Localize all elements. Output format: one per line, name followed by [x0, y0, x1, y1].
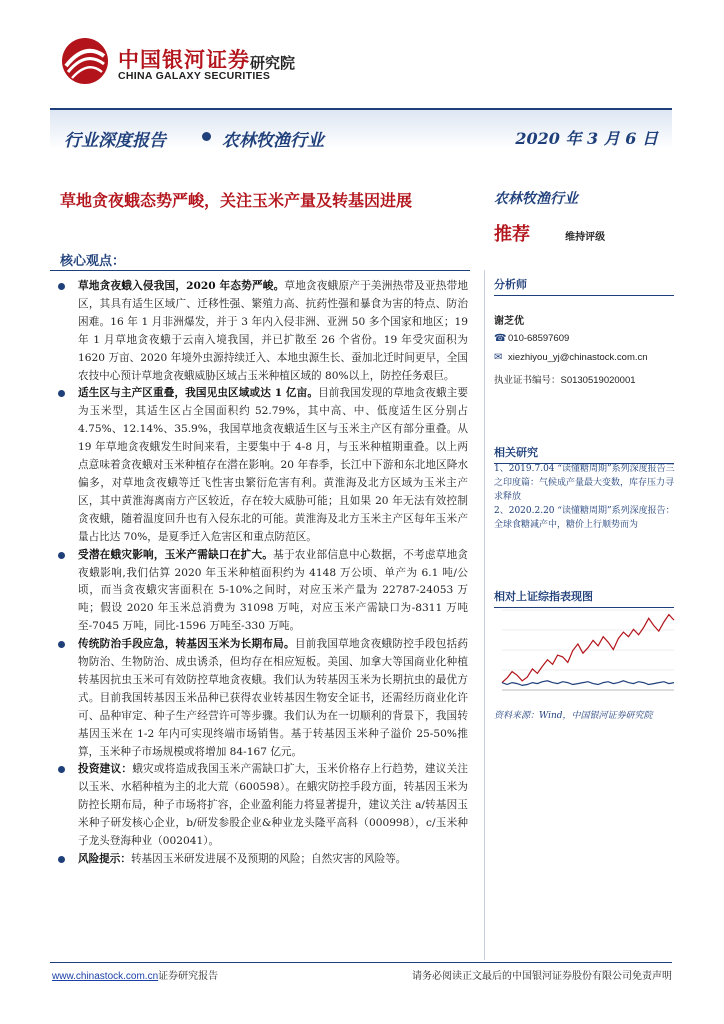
related-heading: 相关研究 — [494, 444, 674, 464]
chart-source: 资料来源：Wind，中国银河证券研究院 — [494, 711, 653, 721]
analyst-email[interactable] — [494, 352, 648, 363]
license-number: 执业证书编号：S0130519020001 — [494, 375, 636, 386]
institute-label: 研究院 — [250, 54, 296, 72]
core-view-item — [56, 851, 468, 869]
core-view-text: 转基因玉米研发进展不及预期的风险；自然灾害的风险等。 — [130, 853, 407, 865]
footer-left — [52, 967, 218, 982]
core-view-item — [56, 385, 468, 546]
core-view-lead: 草地贪夜蛾入侵我国，2020 年态势严峻。 — [78, 280, 285, 292]
chart-heading: 相对上证综指表现图 — [494, 588, 674, 608]
core-view-lead: 传统防治手段应急，转基因玉米为长期布局。 — [78, 638, 295, 651]
relative-performance-chart — [494, 604, 680, 704]
bullet-icon — [202, 132, 211, 141]
chart-series-line-1 — [502, 681, 674, 686]
footer-disclaimer: 请务必阅读正文最后的中国银河证券股份有限公司免责声明 — [412, 971, 672, 982]
rating-block — [494, 220, 684, 246]
core-views-label: 核心观点： — [60, 254, 126, 269]
analyst-phone — [494, 333, 569, 344]
bullet-icon — [58, 283, 65, 290]
column-divider — [484, 270, 485, 960]
core-view-item — [56, 547, 468, 637]
related-item[interactable]: 2、2020.2.20 “读懂糖周期”系列深度报告：全球食糖减产中，糖价上行顺势而为 — [494, 506, 675, 530]
bullet-icon — [58, 766, 65, 773]
footer-label: 证券研究报告 — [158, 971, 219, 982]
core-views-list — [56, 278, 468, 869]
report-title: 草地贪夜蛾态势严峻，关注玉米产量及转基因进展 — [60, 191, 413, 210]
phone-number: 010-68597609 — [508, 333, 570, 344]
report-date: 2020 年 3 月 6 日 — [515, 129, 658, 148]
core-view-item — [56, 761, 468, 851]
analyst-name: 谢芝优 — [494, 316, 524, 327]
report-type: 行业深度报告 — [64, 131, 166, 151]
rating-note: 维持评级 — [565, 232, 606, 243]
related-item[interactable]: 1、2019.7.04 “读懂糖周期”系列深度报告三之印度篇：气候成产量最大变数，库存压力寻求释放 — [494, 464, 675, 502]
core-view-item — [56, 636, 468, 761]
bullet-icon — [58, 390, 65, 397]
core-view-text: 目前我国发现的草地贪夜蛾主要为玉米型，其适生区占全国面积约 52.79%，其中高、中、低度适生区分别占 4.75%、12.14%、35.9%，我国草地贪夜蛾适生区与玉米主产区有部分重叠。从 19 年草地贪夜蛾发生时间来看，主要集中于 4-8 月，与玉米种植期重叠。以上两点意味着贪夜蛾对玉米种植存在潜在影响。20 年春季，长江中下游和东北地区降水偏多，对草地贪夜蛾等迁飞性害虫繁衍危害有利。黄淮海及北方区域为玉米主产区，其中黄淮海离南方产区较近，存在较大威胁可能；且如果 20 年无法有效控制贪夜蛾，随着温度回升也有入侵东北的可能。黄淮海及北方玉米主产区每年玉米产量占比达 70%，是夏季迁入危害区和重点防范区。 — [78, 387, 469, 543]
bullet-icon — [58, 552, 65, 559]
core-view-lead: 适生区与主产区重叠，我国见虫区域或达 1 亿亩。 — [78, 387, 319, 400]
brand-name-en: CHINA GALAXY SECURITIES — [118, 70, 271, 82]
related-list — [494, 462, 676, 532]
report-title-bar — [50, 108, 672, 166]
analyst-heading: 分析师 — [494, 276, 674, 296]
email-address[interactable]: xiezhiyou_yj@chinastock.com.cn — [508, 352, 648, 363]
bullet-icon — [58, 856, 65, 863]
core-view-text: 目前我国草地贪夜蛾防控手段包括药物防治、生物防治、成虫诱杀，但均存在相应短板。美国、加拿大等国商业化种植转基因抗虫玉米可有效防控草地贪夜蛾。我们认为转基因玉米为长期抗虫的最优方式。目前我国转基因玉米品种已获得农业转基因生物安全证书，还需经历商业化许可、品种审定、种子生产经营许可等步骤。我们认为在一切顺利的背景下，我国转基因玉米在 1-2 年内可实现终端市场销售。基于转基因玉米种子溢价 25-50%推算，玉米种子市场规模或将增加 84-167 亿元。 — [78, 638, 469, 758]
report-sector: 农林牧渔行业 — [222, 131, 324, 151]
chart-series-line-0 — [502, 615, 674, 683]
phone-icon: ☎ — [494, 333, 507, 344]
related-section — [494, 444, 684, 464]
core-view-text: 草地贪夜蛾原产于美洲热带及亚热带地区，其具有适生区域广、迁移性强、繁殖力高、抗药性强和暴食为害的特点、防治困难。16 年 1 月非洲爆发，并于 3 年内入侵非洲、亚洲 50 多个国家和地区；19 年 1 月草地贪夜蛾于云南入境我国，并已扩散至 26 个省份。19 年受灾面积为 1620 万亩、2020 年境外虫源持续迁入、本地虫源生长、蚕加北迁时间更早，全国农技中心预计草地贪夜蛾威胁区域占玉米种植区域的 80%以上，防控任务艰巨。 — [78, 280, 469, 382]
brand-name: 中国银河证券 — [118, 48, 250, 72]
mail-icon: ✉ — [494, 352, 503, 363]
core-view-item — [56, 278, 468, 385]
rating-value: 推荐 — [494, 224, 530, 245]
divider — [50, 962, 672, 963]
galaxy-logo-icon — [60, 36, 110, 86]
website-link[interactable]: www.chinastock.com.cn — [52, 971, 159, 982]
core-view-text: 蛾灾或将造成我国玉米产需缺口扩大，玉米价格存上行趋势，建议关注以玉米、水稻种植为主的北大荒（600598）。在蛾灾防控手段方面，转基因玉米为防控长期布局，种子市场将扩容，企业盈利能力将显著提升，建议关注 a/转基因玉米种子研发核心企业，b/研发参股企业&种业龙头隆平高科（000998），c/玉米种子龙头登海种业（002041）。 — [78, 763, 468, 848]
core-view-lead: 投资建议： — [78, 763, 133, 776]
bullet-icon — [58, 641, 65, 648]
core-view-lead: 受潜在蛾灾影响，玉米产需缺口在扩大。 — [78, 548, 274, 561]
divider — [50, 270, 470, 271]
core-view-text: 基于农业部信息中心数据，不考虑草地贪夜蛾影响,我们估算 2020 年玉米种植面积约为 4148 万公顷、单产为 6.1 吨/公顷，而当贪夜蛾灾害面积在 5-10%之间时，对应玉米产量为 22787-24053 万吨；假设 2020 年玉米总消费为 31098 万吨，对应玉米产需缺口为-8311 万吨至-7045 万吨，同比-1596 万吨至-330 万吨。 — [78, 548, 469, 633]
core-view-lead: 风险提示： — [78, 853, 131, 865]
sidebar-sector: 农林牧渔行业 — [494, 191, 578, 207]
analyst-section — [494, 276, 684, 296]
report-header — [0, 0, 724, 100]
